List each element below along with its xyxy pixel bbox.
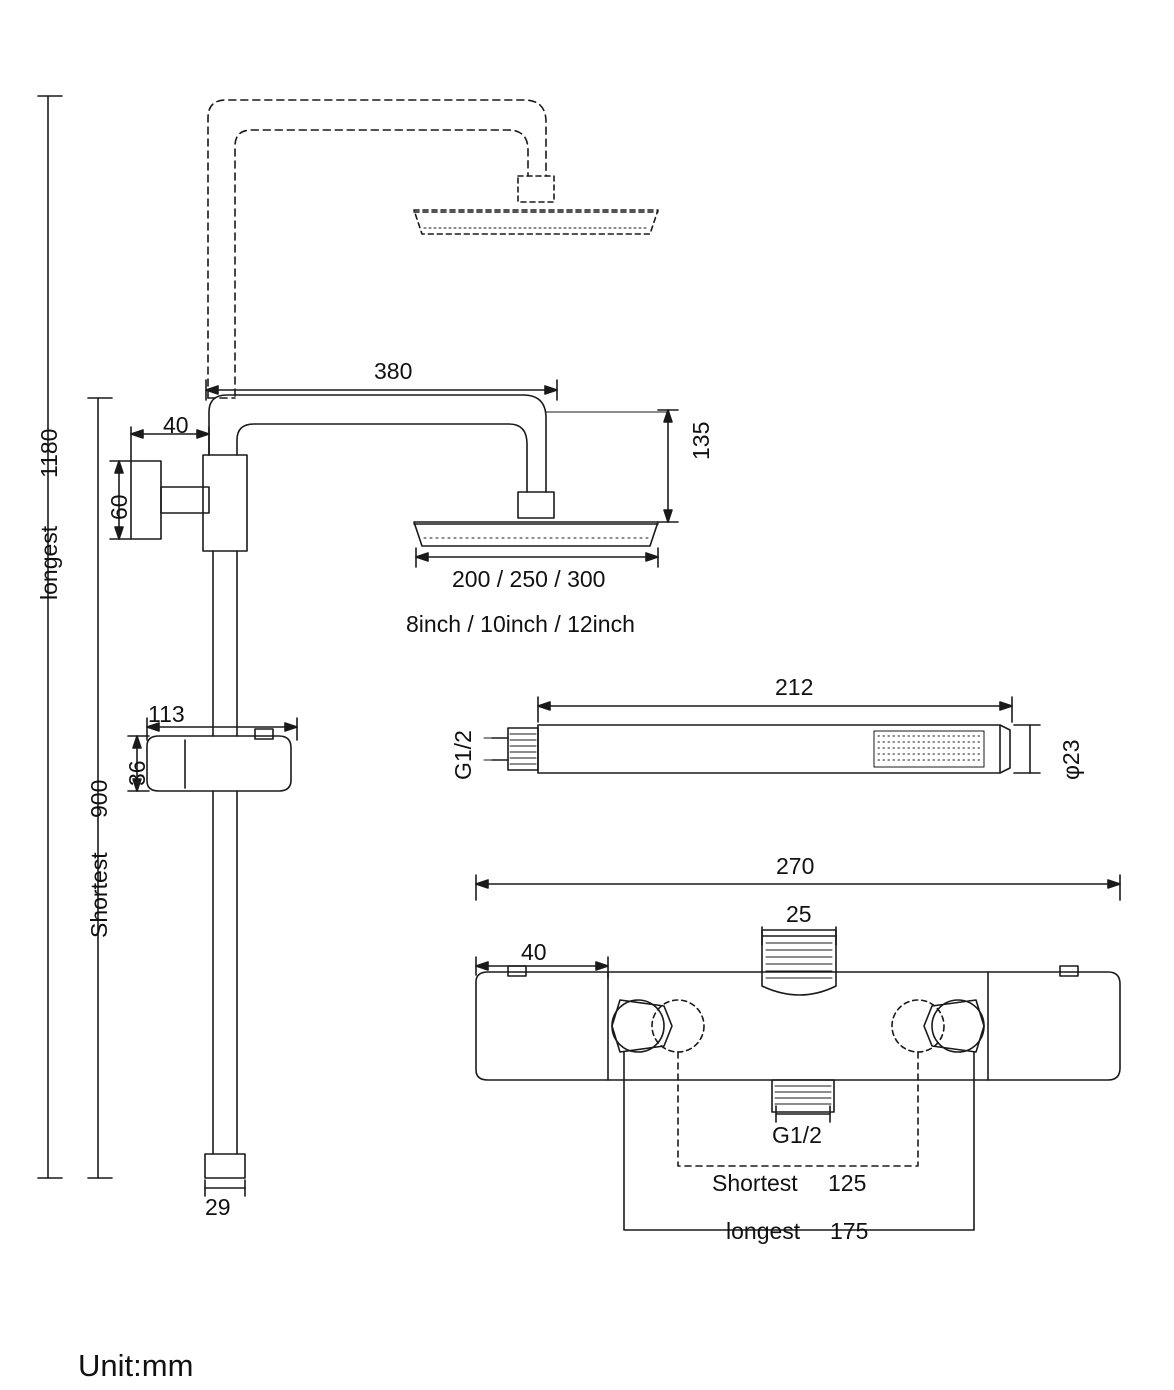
label-36: 36	[124, 760, 150, 786]
label-phi23: φ23	[1058, 739, 1084, 780]
label-212: 212	[775, 674, 814, 700]
label-shortest-125-value: 125	[828, 1170, 867, 1196]
label-longest-175-value: 175	[830, 1218, 869, 1244]
dim-phi23	[1014, 725, 1040, 773]
label-113: 113	[148, 701, 185, 727]
unit-note: Unit:mm	[78, 1348, 194, 1383]
dim-shortest-125	[678, 1052, 918, 1166]
label-head-sizes-inch: 8inch / 10inch / 12inch	[406, 611, 635, 637]
label-29: 29	[205, 1194, 231, 1220]
label-60-bracket: 60	[106, 494, 132, 520]
hand-shower	[492, 725, 1010, 773]
label-g12-hand: G1/2	[450, 730, 476, 780]
label-head-sizes-mm: 200 / 250 / 300	[452, 566, 606, 592]
mixer-body	[476, 930, 1120, 1112]
wall-bracket	[131, 455, 247, 551]
label-longest-175-text: longest	[726, 1218, 801, 1244]
riser-pipe	[205, 551, 245, 1178]
label-380: 380	[374, 358, 413, 384]
dim-212	[538, 697, 1012, 722]
shower-head	[414, 492, 658, 546]
label-40-mixer: 40	[521, 939, 547, 965]
label-1180-value: 1180	[36, 428, 62, 478]
label-shortest-125-text: Shortest	[712, 1170, 798, 1196]
label-shortest: Shortest	[86, 852, 112, 938]
dim-head-width	[416, 548, 658, 567]
dim-g12-hand	[484, 738, 492, 760]
label-135: 135	[688, 421, 714, 460]
riser-extended-outline	[208, 100, 546, 398]
label-900-value: 900	[86, 779, 112, 818]
shower-arm	[209, 395, 546, 492]
dim-longest-1180	[38, 96, 62, 1178]
shower-head-extended	[414, 176, 658, 234]
dim-135	[546, 410, 678, 522]
slider-bracket	[147, 729, 291, 791]
label-g12-mixer: G1/2	[772, 1122, 822, 1148]
label-40-bracket: 40	[163, 412, 189, 438]
label-25: 25	[786, 901, 812, 927]
label-270: 270	[776, 853, 815, 879]
label-longest-1180: longest	[36, 525, 62, 600]
dim-g12-mixer	[776, 1106, 830, 1122]
